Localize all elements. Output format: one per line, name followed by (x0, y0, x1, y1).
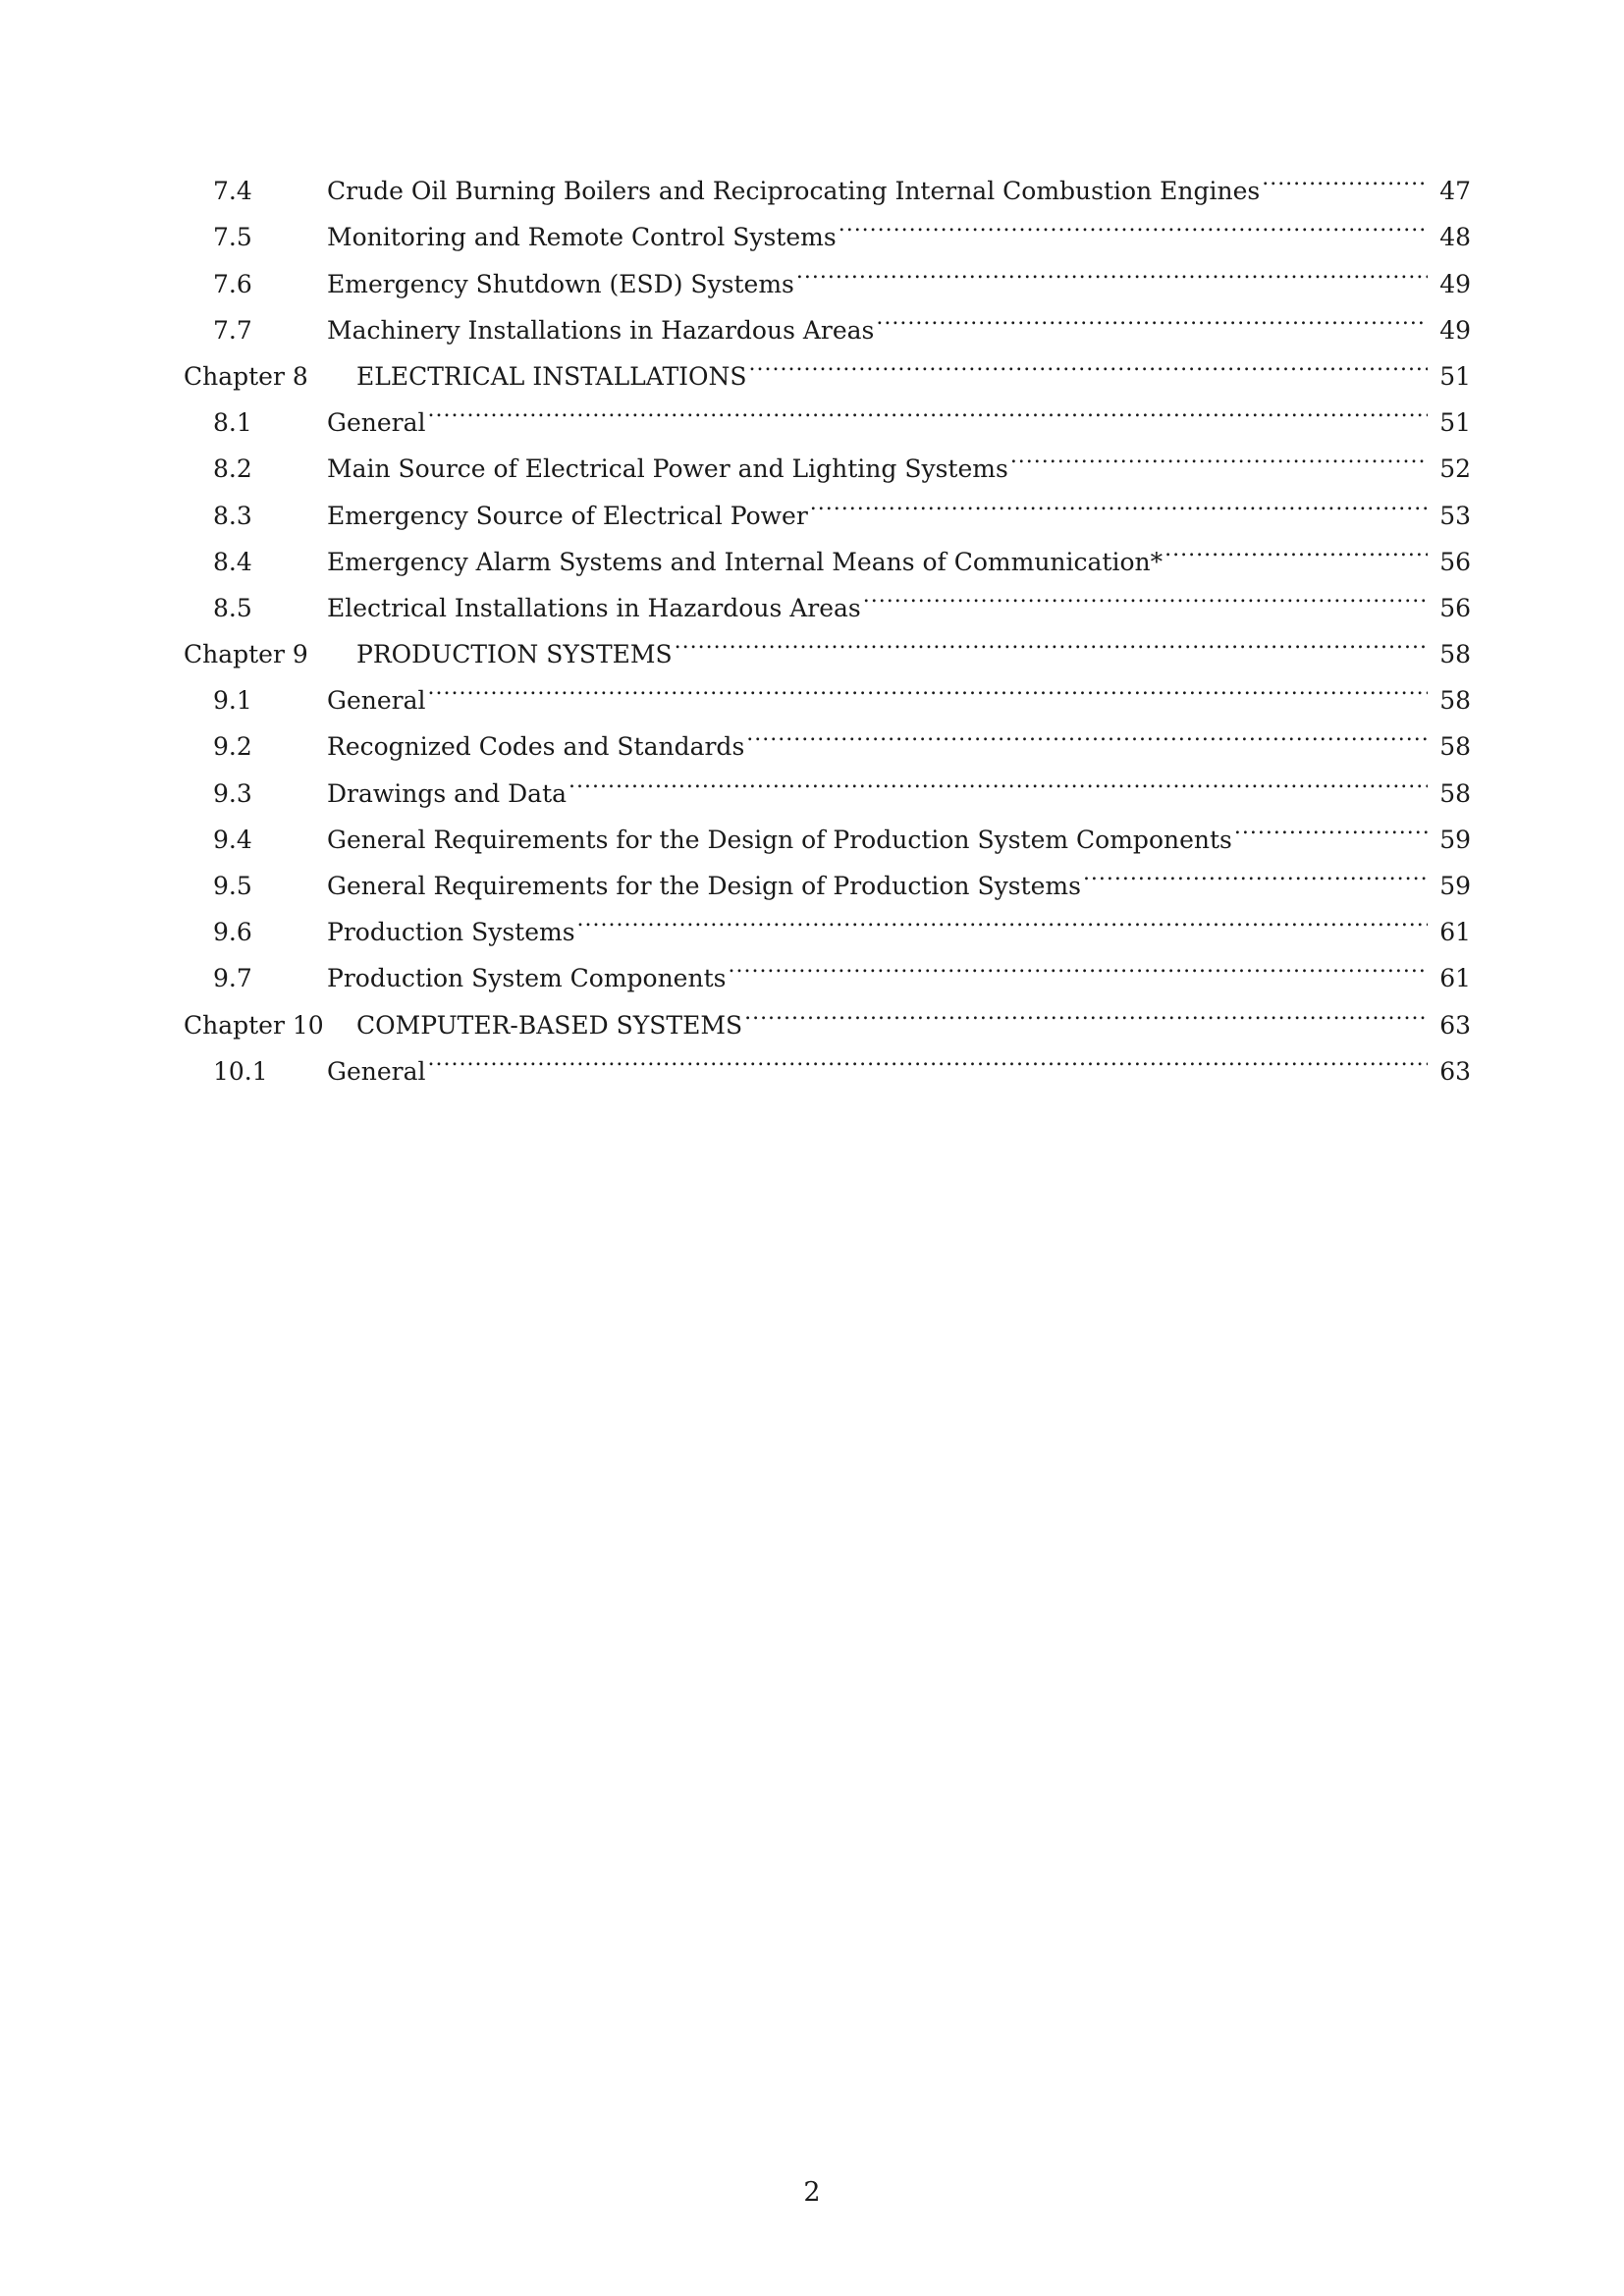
toc-entry-number: 9.1 (213, 686, 252, 716)
toc-entry-number: 8.1 (213, 408, 252, 438)
toc-entry-title: Recognized Codes and Standards (327, 732, 745, 762)
dot-leader (744, 987, 1428, 1033)
toc-entry-title: Production Systems (327, 918, 575, 947)
toc-entry-title: Emergency Alarm Systems and Internal Means of Communication* (327, 547, 1164, 576)
dot-leader (568, 755, 1428, 801)
toc-entry-number: 9.5 (213, 872, 252, 900)
toc-entry-number: 8.4 (213, 547, 252, 576)
toc-entry-page-number: 56 (1439, 593, 1471, 622)
dot-leader (577, 894, 1428, 940)
toc-entry-number: 8.3 (213, 501, 252, 530)
toc-entry-page-number: 47 (1439, 177, 1471, 206)
toc-entry-page-number: 53 (1439, 501, 1471, 530)
toc-entry-number: Chapter 8 (184, 361, 308, 391)
dot-leader (1262, 153, 1428, 199)
dot-leader (876, 293, 1428, 339)
toc-entry-number: 8.2 (213, 454, 252, 484)
dot-leader (428, 385, 1428, 431)
toc-entry-page-number: 59 (1439, 872, 1471, 900)
toc-entry-page-number: 63 (1439, 1056, 1471, 1086)
toc-section-entry[interactable] (184, 153, 1471, 206)
toc-entry-title: Main Source of Electrical Power and Lighting Systems (327, 454, 1008, 484)
toc-entry-number: Chapter 10 (184, 1010, 324, 1040)
toc-entry-page-number: 58 (1439, 732, 1471, 762)
toc-entry-title: Emergency Source of Electrical Power (327, 501, 808, 530)
toc-entry-page-number: 51 (1439, 408, 1471, 438)
toc-entry-title: General Requirements for the Design of Production Systems (327, 872, 1081, 900)
toc-entry-title: Crude Oil Burning Boilers and Reciprocating Internal Combustion Engines (327, 177, 1261, 206)
toc-entry-number: 9.7 (213, 964, 252, 993)
toc-entry-number: 9.6 (213, 918, 252, 947)
toc-entry-page-number: 58 (1439, 686, 1471, 716)
toc-entry-page-number: 59 (1439, 825, 1471, 854)
toc-entry-number: 8.5 (213, 593, 252, 622)
toc-entry-page-number: 56 (1439, 547, 1471, 576)
page-number: 2 (803, 2177, 821, 2208)
toc-entry-page-number: 49 (1439, 315, 1471, 345)
toc-entry-title: General Requirements for the Design of Production System Components (327, 825, 1232, 854)
toc-entry-title: General (327, 1056, 426, 1086)
toc-entry-number: 7.7 (213, 315, 252, 345)
toc-entry-number: 7.4 (213, 177, 252, 206)
toc-entry-title: COMPUTER-BASED SYSTEMS (356, 1010, 743, 1040)
dot-leader (1164, 524, 1428, 570)
toc-entry-number: Chapter 9 (184, 640, 308, 669)
toc-entry-page-number: 61 (1439, 964, 1471, 993)
dot-leader (728, 940, 1428, 987)
toc-entry-number: 7.5 (213, 223, 252, 252)
dot-leader (863, 570, 1428, 616)
toc-entry-page-number: 61 (1439, 918, 1471, 947)
toc-entry-number: 9.4 (213, 825, 252, 854)
dot-leader (796, 245, 1428, 292)
toc-entry-title: PRODUCTION SYSTEMS (356, 640, 673, 669)
toc-entry-page-number: 58 (1439, 640, 1471, 669)
dot-leader (1234, 802, 1428, 848)
dot-leader (810, 477, 1428, 523)
toc-entry-page-number: 48 (1439, 223, 1471, 252)
toc-entry-title: Machinery Installations in Hazardous Areas (327, 315, 875, 345)
toc-entry-number: 7.6 (213, 269, 252, 298)
toc-entry-title: Emergency Shutdown (ESD) Systems (327, 269, 794, 298)
toc-entry-page-number: 52 (1439, 454, 1471, 484)
table-of-contents (184, 153, 1471, 1086)
dot-leader (675, 616, 1428, 663)
toc-entry-page-number: 58 (1439, 778, 1471, 808)
dot-leader (428, 663, 1428, 709)
toc-entry-page-number: 49 (1439, 269, 1471, 298)
toc-entry-title: General (327, 686, 426, 716)
toc-entry-page-number: 63 (1439, 1010, 1471, 1040)
toc-entry-title: Drawings and Data (327, 778, 568, 808)
toc-entry-title: Electrical Installations in Hazardous Areas (327, 593, 861, 622)
toc-entry-number: 10.1 (213, 1056, 268, 1086)
dot-leader (746, 709, 1428, 755)
toc-entry-number: 9.3 (213, 778, 252, 808)
toc-entry-title: ELECTRICAL INSTALLATIONS (356, 361, 747, 391)
toc-entry-page-number: 51 (1439, 361, 1471, 391)
dot-leader (1083, 848, 1428, 894)
toc-entry-title: General (327, 408, 426, 438)
toc-entry-title: Production System Components (327, 964, 727, 993)
toc-entry-number: 9.2 (213, 732, 252, 762)
dot-leader (839, 199, 1428, 245)
toc-entry-title: Monitoring and Remote Control Systems (327, 223, 837, 252)
dot-leader (428, 1034, 1428, 1080)
dot-leader (749, 339, 1428, 385)
dot-leader (1010, 431, 1428, 477)
